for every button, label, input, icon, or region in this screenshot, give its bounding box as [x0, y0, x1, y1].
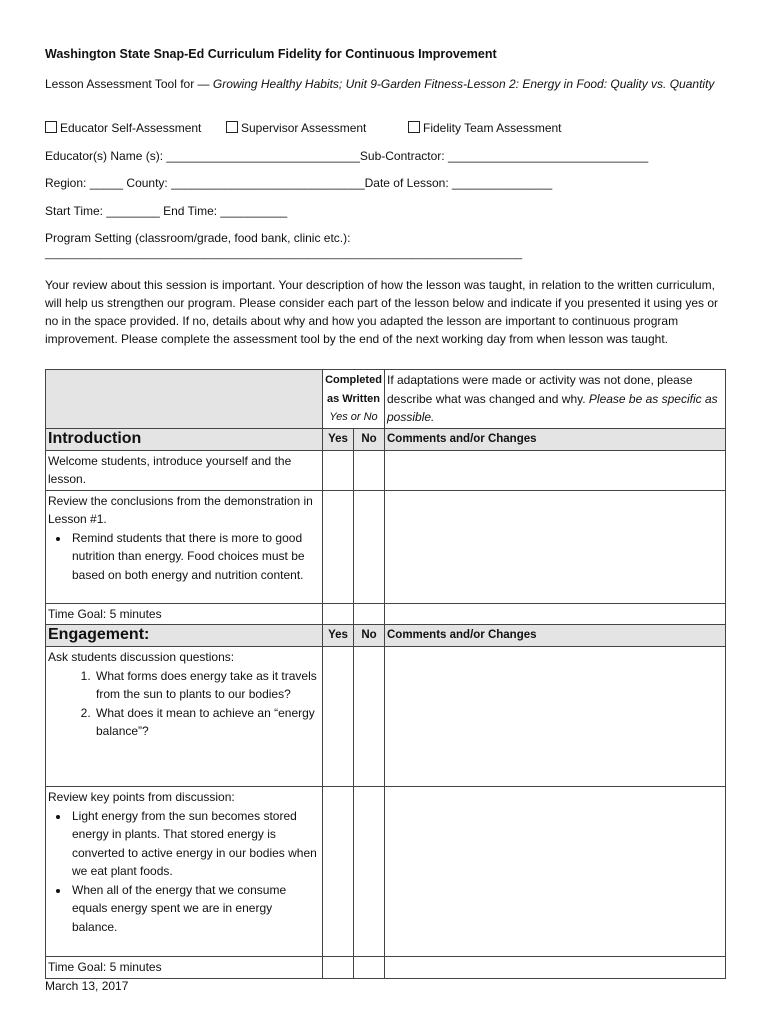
yes-header: Yes: [323, 625, 354, 647]
no-cell[interactable]: [354, 957, 385, 979]
educator-name-field[interactable]: Educator(s) Name (s): _____________________________Sub-Contractor: ______________________________: [45, 149, 649, 163]
yes-cell[interactable]: [323, 957, 354, 979]
adaptations-italic: Please be as specific as possible.: [387, 391, 718, 424]
comments-header: Comments and/or Changes: [385, 625, 726, 647]
engagement-item-review: [46, 787, 323, 957]
list-item: 2. What does it mean to achieve an “energy balance”?: [94, 704, 320, 741]
comments-cell[interactable]: [385, 787, 726, 957]
document-title: Washington State Snap-Ed Curriculum Fidelity for Continuous Improvement: [45, 47, 497, 61]
yes-header: Yes: [323, 428, 354, 450]
checkbox-label: Supervisor Assessment: [241, 121, 367, 135]
intro-item-welcome: Welcome students, introduce yourself and the lesson.: [46, 450, 323, 490]
region-county-date-field[interactable]: Region: _____ County: _____________________________Date of Lesson: _______________: [45, 176, 553, 190]
yes-cell[interactable]: [323, 787, 354, 957]
no-cell[interactable]: [354, 490, 385, 603]
lesson-line: [45, 75, 725, 93]
footer-date: March 13, 2017: [45, 979, 129, 993]
no-header: No: [354, 625, 385, 647]
engagement-time-goal: Time Goal: 5 minutes: [46, 957, 323, 979]
checkbox-icon[interactable]: [226, 121, 238, 133]
list-item: • Remind students that there is more to good nutrition than energy. Food choices must be based on both energy and nutrition content.: [70, 529, 320, 585]
checkbox-educator-self[interactable]: [45, 121, 201, 135]
adaptations-header: [385, 370, 726, 429]
checkbox-icon[interactable]: [45, 121, 57, 133]
review-text: Review the conclusions from the demonstration in Lesson #1.: [48, 493, 313, 526]
adaptations-text: If adaptations were made or activity was not done, please describe what was changed and why.: [387, 373, 693, 406]
as-written-label: as Written: [327, 392, 380, 405]
no-cell[interactable]: [354, 787, 385, 957]
fidelity-table: [45, 369, 726, 979]
start-end-time-field[interactable]: Start Time: ________ End Time: __________: [45, 204, 288, 218]
comments-cell[interactable]: [385, 603, 726, 625]
review-text: Review key points from discussion:: [48, 790, 235, 804]
comments-cell[interactable]: [385, 490, 726, 603]
section-introduction-title: Introduction: [46, 428, 323, 450]
checkbox-label: Educator Self-Assessment: [60, 121, 202, 135]
yes-or-no-label: Yes or No: [329, 411, 378, 423]
no-cell[interactable]: [354, 647, 385, 787]
yes-cell[interactable]: [323, 450, 354, 490]
program-setting-label: Program Setting (classroom/grade, food bank, clinic etc.):: [45, 231, 351, 245]
instructions-paragraph: Your review about this session is important. Your description of how the lesson was taught, in relation to the written curriculum, will help us strengthen our program. Please consider each part of the lesson below and indicate if you presented it using yes or no in the space provided. If no, details about why and how you adapted the lesson are important to continuous program improvement. Please complete the assessment tool by the end of the next working day from when lesson was taught.: [45, 278, 719, 346]
engagement-item-questions: [46, 647, 323, 787]
questions-text: Ask students discussion questions:: [48, 650, 235, 664]
checkbox-fidelity-team[interactable]: [408, 121, 562, 135]
yes-cell[interactable]: [323, 603, 354, 625]
comments-cell[interactable]: [385, 957, 726, 979]
intro-item-review: [46, 490, 323, 603]
no-header: No: [354, 428, 385, 450]
comments-cell[interactable]: [385, 647, 726, 787]
lesson-prefix: Lesson Assessment Tool for —: [45, 77, 213, 91]
list-item: • When all of the energy that we consume equals energy spent we are in energy balance.: [70, 881, 320, 937]
completed-label: Completed: [325, 374, 382, 386]
list-item: 1. What forms does energy take as it travels from the sun to plants to our bodies?: [94, 667, 320, 704]
intro-time-goal: Time Goal: 5 minutes: [46, 603, 323, 625]
comments-cell[interactable]: [385, 450, 726, 490]
checkbox-supervisor[interactable]: [226, 121, 366, 135]
checkbox-label: Fidelity Team Assessment: [423, 121, 562, 135]
list-item: • Light energy from the sun becomes stored energy in plants. That stored energy is converted to active energy in our bodies when we eat plant foods.: [70, 807, 320, 881]
completed-as-written-header: [323, 370, 385, 429]
no-cell[interactable]: [354, 603, 385, 625]
program-setting-field[interactable]: ______________________________________________________________________________: [45, 248, 523, 260]
yes-cell[interactable]: [323, 647, 354, 787]
header-blank-cell: [46, 370, 323, 429]
lesson-name: Growing Healthy Habits; Unit 9-Garden Fitness-Lesson 2: Energy in Food: Quality vs. Quantity: [212, 77, 715, 91]
comments-header: Comments and/or Changes: [385, 428, 726, 450]
no-cell[interactable]: [354, 450, 385, 490]
checkbox-icon[interactable]: [408, 121, 420, 133]
yes-cell[interactable]: [323, 490, 354, 603]
section-engagement-title: Engagement:: [46, 625, 323, 647]
